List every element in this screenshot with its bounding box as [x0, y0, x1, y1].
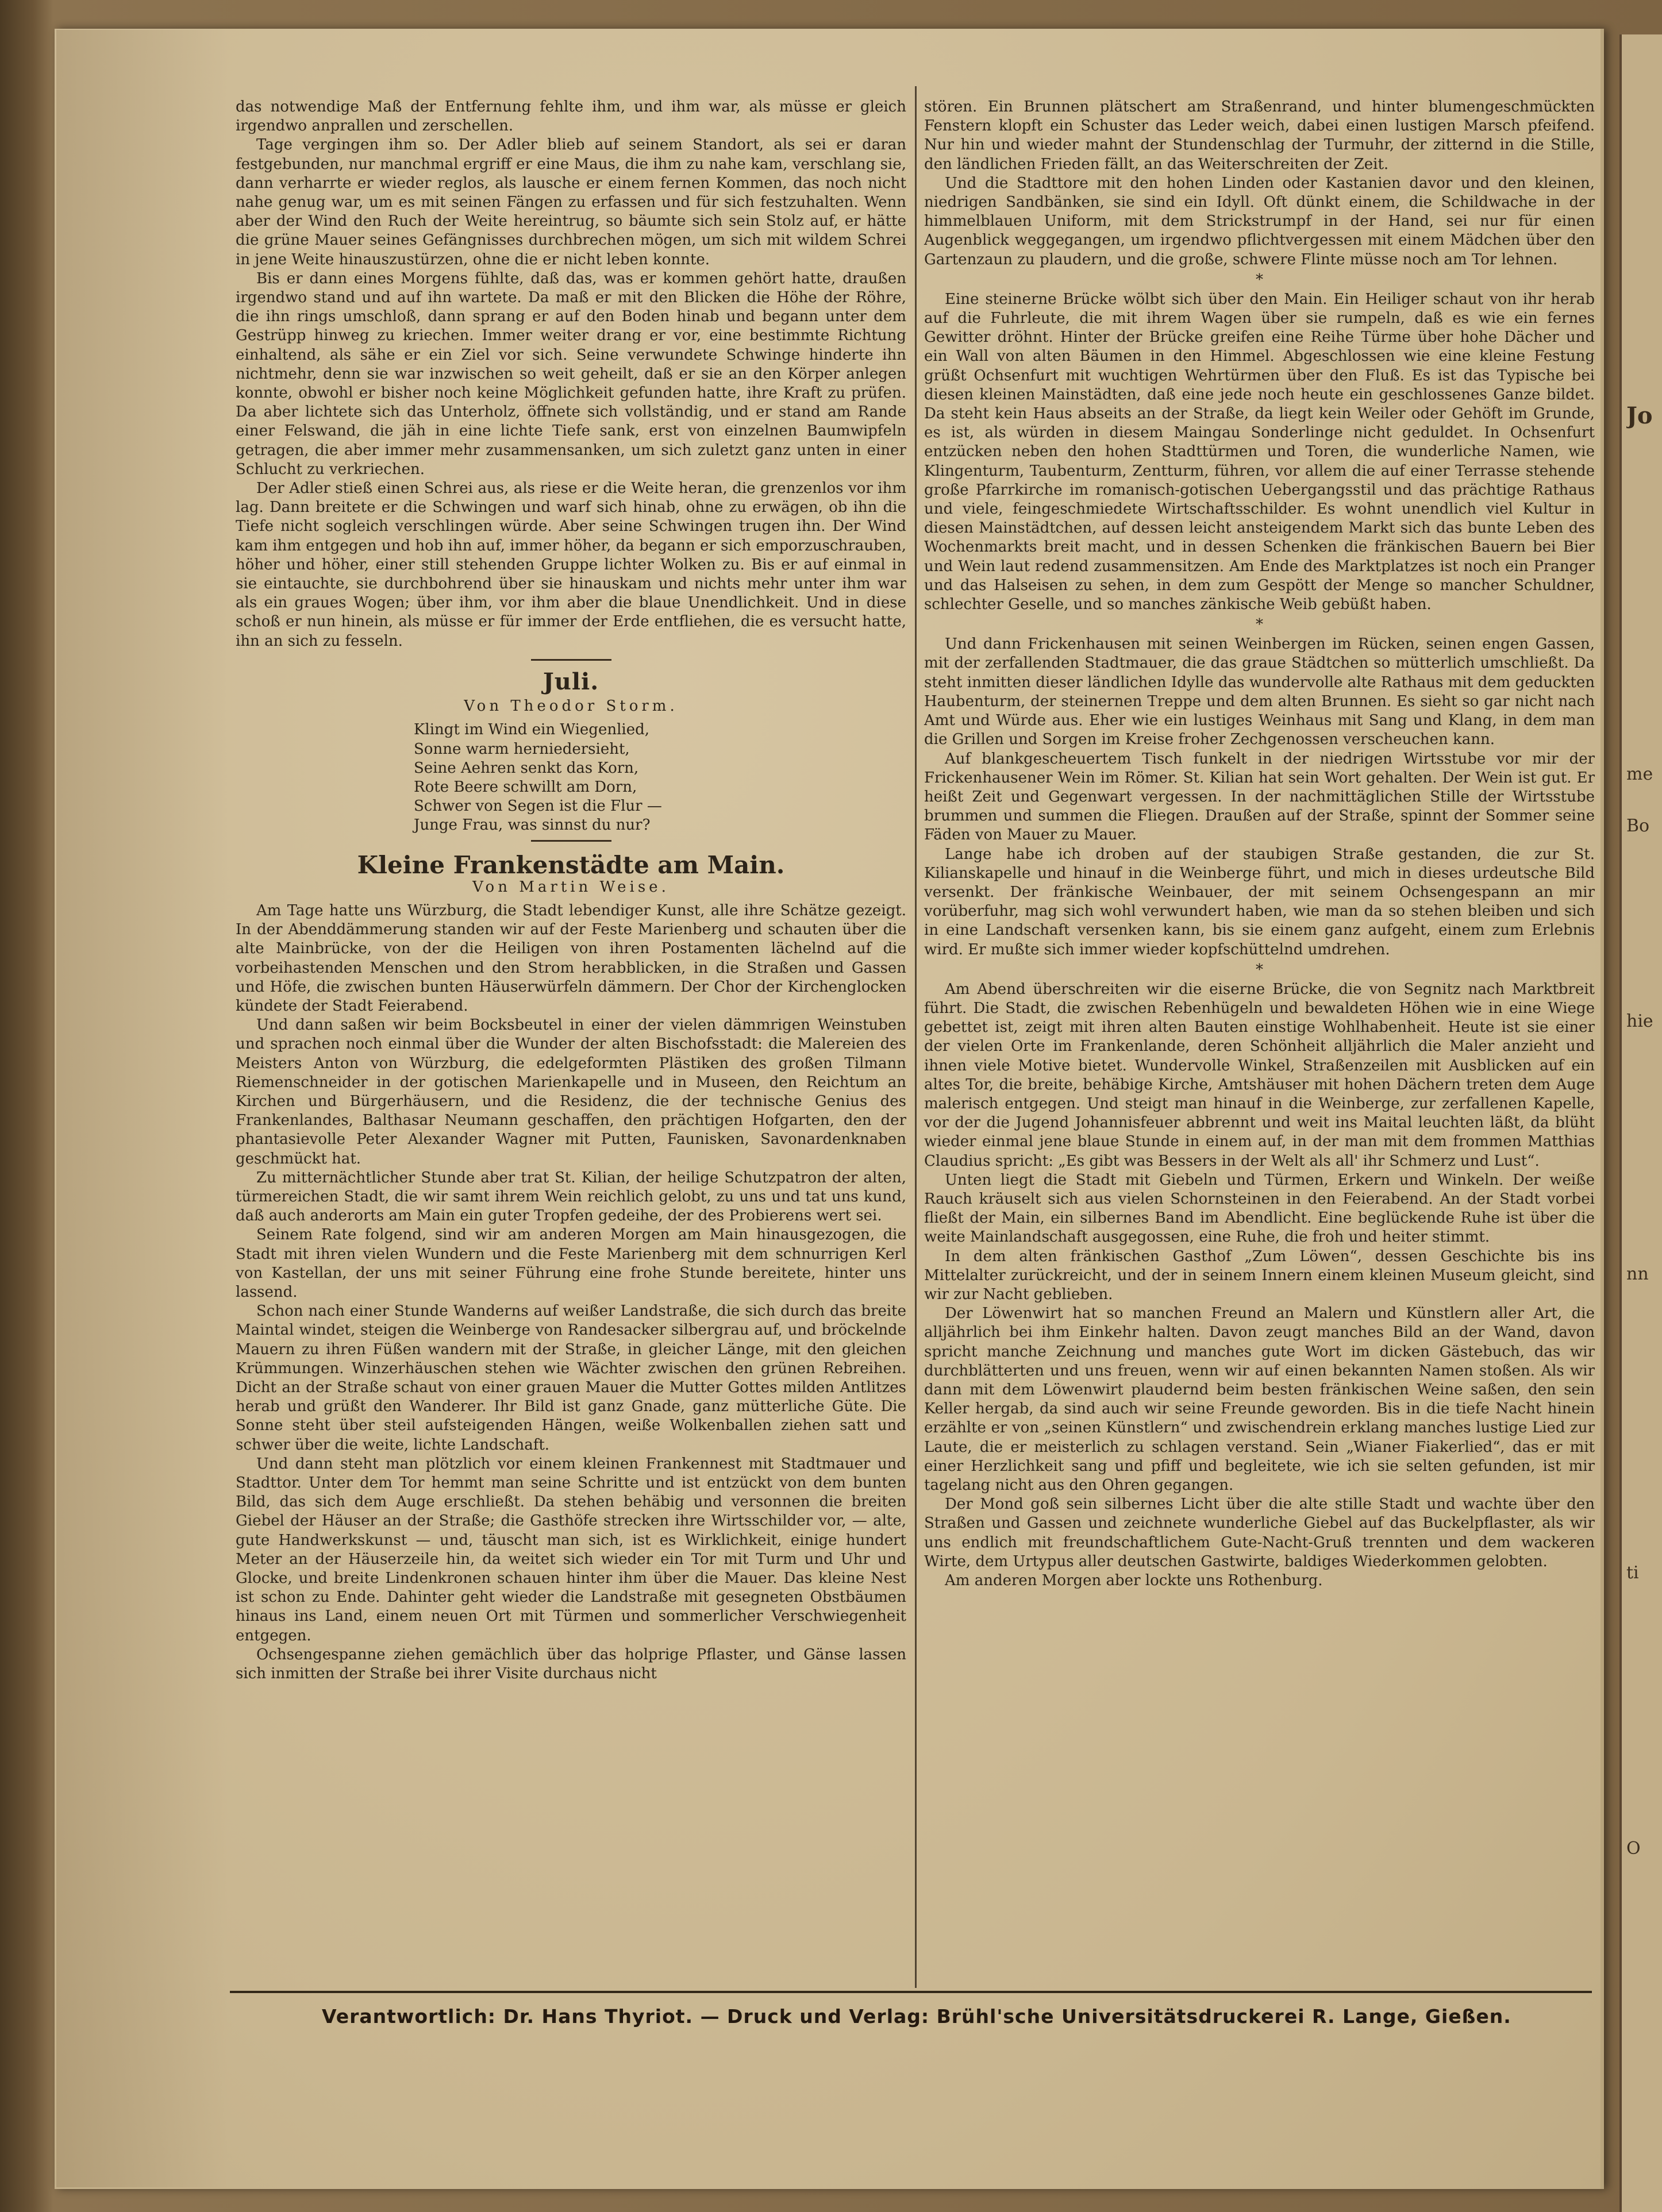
poem-line: Klingt im Wind ein Wiegenlied, — [414, 721, 650, 739]
section-divider — [531, 659, 611, 661]
edge-fragment: Bo — [1626, 816, 1650, 836]
section-divider — [531, 840, 611, 842]
article-paragraph: Schon nach einer Stunde Wanderns auf weißer Landstraße, die sich durch das breite Maintal windet, steigen die Weinberge von Randesacker silbergrau auf, und bröckelnde Mauern zu ihren Füßen wandern mit der Straße, in gleicher Länge, mit den gleichen Krümmungen. Winzerhäuschen stehen wie Wächter zwischen den grünen Rebreihen. Dicht an der Straße schaut von einer grauen Mauer die Mutter Gottes milden Antlitzes herab und grüßt den Wanderer. Ihr Bild ist ganz Gnade, ganz mütterliche Güte. Die Sonne steht über steil aufsteigenden Hängen, weiße Wolkenballen ziehen satt und schwer über die weite, lichte Landschaft. — [236, 1302, 906, 1454]
column-divider — [915, 86, 917, 1988]
right-column — [924, 98, 1595, 1590]
poem-byline: Von Theodor Storm. — [464, 697, 678, 715]
story-paragraph: Bis er dann eines Morgens fühlte, daß das, was er kommen gehört hatte, draußen irgendwo stand und auf ihn wartete. Da maß er mit den Blicken die Höhe der Röhre, die ihn rings umschloß, dann sprang er auf den Boden hinab und begann unter dem Gestrüpp hinweg zu kriechen. Immer weiter drang er vor, eine bestimmte Richtung einhaltend, als sähe er ein Ziel vor sich. Seine verwundete Schwinge hinderte ihn nichtmehr, denn sie war inzwischen so weit geheilt, daß er sie an den Körper anlegen konnte, obwohl er bisher noch keine Möglichkeit gefunden hatte, ihre Kraft zu prüfen. Da aber lichtete sich das Unterholz, öffnete sich vollständig, und er stand am Rande einer Felswand, die jäh in eine lichte Tiefe sank, erst von einzelnen Baumwipfeln getragen, die aber immer mehr zusammensanken, um sich zuletzt ganz unten in einer Schlucht zu verkriechen. — [236, 269, 906, 478]
article-paragraph: Am anderen Morgen aber lockte uns Rothenburg. — [945, 1572, 1323, 1590]
article-paragraph: Zu mitternächtlicher Stunde aber trat St. Kilian, der heilige Schutzpatron der alten, türmereichen Stadt, die wir samt ihrem Wein reichlich gelobt, zu uns und tat uns kund, daß auch anderorts am Main ein guter Tropfen gedeihe, der des Probierens wert sei. — [236, 1169, 906, 1225]
article-byline: Von Martin Weise. — [472, 878, 670, 896]
edge-fragment: nn — [1626, 1264, 1649, 1284]
edge-fragment: me — [1626, 764, 1653, 784]
paper-stain — [56, 30, 229, 2187]
article-paragraph: Der Löwenwirt hat so manchen Freund an Malern und Künstlern aller Art, die alljährlich bei ihm Einkehr halten. Davon zeugt manches Bild an der Wand, davon spricht manche Zeichnung und manches gute Wort im dicken Gästebuch, das wir durchblätterten und uns freuen, wenn wir auf einen bekannten Namen stoßen. Als wir dann mit dem Löwenwirt plaudernd beim besten fränkischen Weine saßen, den sein Keller hergab, da sind auch wir seine Freunde geworden. Bis in die tiefe Nacht hinein erzählte er von „seinen Künstlern“ und zwischendrein erklang manches lustige Lied zur Laute, die er meisterlich zu schlagen verstand. Sein „Wianer Fiakerlied“, das er mit einer Herzlichkeit sang und pfiff und begleitete, wie ich sie selten gefunden, ist mir tagelang nicht aus den Ohren gegangen. — [924, 1305, 1595, 1494]
edge-fragment: ti — [1626, 1563, 1639, 1583]
poem-line: Schwer von Segen ist die Flur — — [414, 797, 662, 815]
article-paragraph: Seinem Rate folgend, sind wir am anderen Morgen am Main hinausgezogen, die Stadt mit ihren vielen Wundern und die Feste Marienberg mit dem schnurrigen Kerl von Kastellan, der uns mit seiner Führung eine frohe Stunde bereitete, hinter uns lassend. — [236, 1226, 906, 1301]
story-paragraph: Der Adler stieß einen Schrei aus, als riese er die Weite heran, die grenzenlos vor ihm lag. Dann breitete er die Schwingen und warf sich hinab, ohne zu erwägen, ob ihn die Tiefe nicht sogleich verschlingen würde. Aber seine Schwingen trugen ihn. Der Wind kam ihm entgegen und hob ihn auf, immer höher, da begann er sich emporzuschrauben, höher und höher, einer still stehenden Gruppe lichter Wolken zu. Bis er auf einmal in sie eintauchte, sie durchbohrend über sie hinauskam und nichts mehr unter ihm war als ein graues Wogen; über ihm, vor ihm aber die blaue Unendlichkeit. Und in diese schoß er nun hinein, als müsse er für immer der Erde entfliehen, die es versucht hatte, ihn an sich zu fesseln. — [236, 480, 906, 650]
article-paragraph: Auf blankgescheuertem Tisch funkelt in der niedrigen Wirtsstube vor mir der Frickenhausener Wein im Römer. St. Kilian hat sein Wort gehalten. Der Wein ist gut. Er heißt Zeit und Gegenwart vergessen. In der nachmittäglichen Stille der Wirtsstube brummen und summen die Fliegen. Draußen auf der Straße, spinnt der Sommer seine Fäden von Mauer zu Mauer. — [924, 750, 1595, 844]
article-paragraph: Ochsengespanne ziehen gemächlich über das holprige Pflaster, und Gänse lassen sich inmitten der Straße bei ihrer Visite durchaus nicht — [236, 1645, 906, 1683]
article-paragraph: Und dann saßen wir beim Bocksbeutel in einer der vielen dämmrigen Weinstuben und sprachen noch einmal über die Wunder der alten Bischofsstadt: die Malereien des Meisters Anton von Würzburg, die edelgeformten Plästiken des großen Tilmann Riemenschneider in der gotischen Marienkapelle und in Museen, den Reichtum an Kirchen und Bürgerhäusern, und die Residenz, die der technische Genius des Frankenlandes, Balthasar Neumann geschaffen, den prächtigen Hofgarten, den der phantasievolle Peter Alexander Wagner mit Putten, Faunisken, Savonardenknaben geschmückt hat. — [236, 1016, 906, 1167]
article-paragraph: Unten liegt die Stadt mit Giebeln und Türmen, Erkern und Winkeln. Der weiße Rauch kräuselt sich aus vielen Schornsteinen in den Feierabend. An der Stadt vorbei fließt der Main, ein silbernes Band im Abendlicht. Eine beglückende Ruhe ist über die weite Mainlandschaft ausgegossen, eine Ruhe, die froh und heiter stimmt. — [924, 1171, 1595, 1246]
edge-fragment: O — [1626, 1839, 1641, 1859]
section-star: * — [1256, 961, 1263, 978]
poem-body — [236, 720, 906, 835]
article-paragraph: Am Tage hatte uns Würzburg, die Stadt lebendiger Kunst, alle ihre Schätze gezeigt. In der Abenddämmerung standen wir auf der Feste Marienberg und schauten über die alte Mainbrücke, von der die Heiligen von ihren Postamenten lächelnd auf die vorbeihastenden Menschen und den Strom herabblicken, in die Straßen und Gassen und Höfe, die zwischen bunten Häuserwürfeln dämmern. Der Chor der Kirchenglocken kündete der Stadt Feierabend. — [236, 901, 906, 1015]
section-star: * — [1256, 616, 1263, 634]
publisher-imprint: Verantwortlich: Dr. Hans Thyriot. — Druck und Verlag: Brühl'sche Universitätsdruckerei R. Lange, Gießen. — [322, 2005, 1511, 2028]
story-paragraph: Tage vergingen ihm so. Der Adler blieb auf seinem Standort, als sei er daran festgebunden, nur manchmal ergriff er eine Maus, die ihm zu nahe kam, verschlang sie, dann verharrte er wieder reglos, als lausche er einem fernen Kommen, das noch nicht nahe genug war, um es mit seinen Fängen zu erfassen und für sich festzuhalten. Wenn aber der Wind den Ruch der Weite hereintrug, so bäumte sich sein Stolz auf, er hätte die grüne Mauer seines Gefängnisses durchbrechen mögen, um sich mit wildem Schrei in jene Weite hinauszustürzen, ohne die er nicht leben konnte. — [236, 136, 906, 268]
poem-line: Sonne warm herniedersieht, — [414, 740, 630, 758]
article-paragraph: Und dann steht man plötzlich vor einem kleinen Frankennest mit Stadtmauer und Stadttor. Unter dem Tor hemmt man seine Schritte und ist entzückt von dem bunten Bild, das sich dem Auge erschließt. Da stehen behäbig und versonnen die breiten Giebel der Häuser an der Straße; die Gasthöfe strecken ihre Wirtsschilder vor, — alte, gute Handwerkskunst — und, täuscht man sich, ist es Wirklichkeit, einige hundert Meter an der Häuserzeile hin, da weitet sich wieder ein Tor mit Turm und Uhr und Glocke, und breite Lindenkronen schauen hinter ihm über die Mauer. Das kleine Nest ist schon zu Ende. Dahinter geht wieder die Landstraße mit gesegneten Obstbäumen hinaus ins Land, einem neuen Ort mit Türmen und sommerlicher Verschwiegenheit entgegen. — [236, 1455, 906, 1644]
edge-fragment: hie — [1626, 1011, 1653, 1031]
article-paragraph: Am Abend überschreiten wir die eiserne Brücke, die von Segnitz nach Marktbreit führt. Die Stadt, die zwischen Rebenhügeln und bewaldeten Höhen wie in eine Wiege gebettet ist, zeigt mit ihren alten Bauten einstige Wohlhabenheit. Heute ist sie einer der vielen Orte im Frankenlande, deren Schönheit alljährlich die Maler anzieht und ihnen viele Motive bietet. Wundervolle Winkel, Straßenzeilen mit Ausblicken auf ein altes Tor, die breite, behäbige Kirche, Amtshäuser mit hohen Dächern treten dem Auge malerisch entgegen. Und steigt man hinauf in die Weinberge, zur zerfallenen Kapelle, vor der die Jugend Johannisfeuer abbrennt und weit ins Maital leuchten läßt, da blüht wieder einmal jene blaue Stunde in einem auf, in der man mit dem frommen Matthias Claudius spricht: „Es gibt was Bessers in der Welt als all' ihr Schmerz und Lust“. — [924, 980, 1595, 1170]
article-paragraph: Und die Stadttore mit den hohen Linden oder Kastanien davor und den kleinen, niedrigen Sandbänken, sie sind ein Idyll. Oft dünkt einem, die Schildwache in der himmelblauen Uniform, mit dem Strickstrumpf in der Hand, sei nur für einen Augenblick weggegangen, um irgendwo pflichtvergessen mit einem Mädchen über den Gartenzaun zu plaudern, und die große, schwere Flinte müsse noch am Tor lehnen. — [924, 174, 1595, 268]
article-paragraph: Lange habe ich droben auf der staubigen Straße gestanden, die zur St. Kilianskapelle und hinauf in die Weinberge führt, und mich in dieses urdeutsche Bild versenkt. Der fränkische Weinbauer, der mit seinem Ochsengespann an mir vorüberfuhr, mag sich wohl verwundert haben, wie man da so stehen bleiben und sich in eine Landschaft versenken kann, bis sie einem ganz aufgeht, einem zum Erlebnis wird. Er mußte sich immer wieder kopfschüttelnd umdrehen. — [924, 845, 1595, 958]
poem-line: Rote Beere schwillt am Dorn, — [414, 778, 637, 796]
poem-line: Seine Aehren senkt das Korn, — [414, 759, 639, 777]
footer-rule — [230, 1991, 1592, 1993]
story-paragraph: das notwendige Maß der Entfernung fehlte ihm, und ihm war, als müsse er gleich irgendwo anprallen und zerschellen. — [236, 98, 906, 135]
section-star: * — [1256, 271, 1263, 288]
adjacent-page-text-fragments — [1626, 0, 1662, 2212]
article-paragraph: Eine steinerne Brücke wölbt sich über den Main. Ein Heiliger schaut von ihr herab auf die Fuhrleute, die mit ihrem Wagen über sie rumpeln, daß es wie ein fernes Gewitter dröhnt. Hinter der Brücke greifen eine Reihe Türme über hohe Dächer und ein Wall von alten Bäumen in den Himmel. Abgeschlossen wie eine kleine Festung grüßt Ochsenfurt mit wuchtigen Wehrtürmen über den Fluß. Es ist das Typische bei diesen kleinen Mainstädten, daß eine jede noch heute ein geschlossenes Ganze bildet. Da steht kein Haus abseits an der Straße, da liegt kein Weiler oder Gehöft im Grunde, es ist, als würden in diesem Maingau Sonderlinge nicht geduldet. In Ochsenfurt entzücken neben den hohen Stadttürmen und Toren, die wunderliche Namen, wie Klingenturm, Taubenturm, Zentturm, führen, vor allem die auf einer Terrasse stehende große Pfarrkirche im romanisch-gotischen Uebergangsstil und das prächtige Rathaus und viele, feingeschmiedete Wirtschaftsschilder. Es wohnt unendlich viel Kultur in diesen Mainstädtchen, auf dessen leicht ansteigendem Markt sich das bunte Leben des Wochenmarkts breit macht, und in dessen Schenken die fränkischen Bauern bei Bier und Wein laut redend zusammensitzen. Am Ende des Marktplatzes ist noch ein Pranger und das Halseisen zu sehen, in dem zum Gespött der Menge so mancher Schuldner, schlechter Geselle, und so manches zänkische Weib gebüßt haben. — [924, 290, 1595, 614]
article-paragraph: Der Mond goß sein silbernes Licht über die alte stille Stadt und wachte über den Straßen und Gassen und zeichnete wunderliche Giebel auf das Buckelpflaster, als wir uns endlich mit freundschaftlichem Gute-Nacht-Gruß trennten und dem wackeren Wirte, dem Urtypus aller deutschen Gastwirte, baldiges Wiederkommen gelobten. — [924, 1496, 1595, 1570]
article-paragraph: stören. Ein Brunnen plätschert am Straßenrand, und hinter blumengeschmückten Fenstern klopft ein Schuster das Leder weich, dabei einen lustigen Marsch pfeifend. Nur hin und wieder mahnt der Stundenschlag der Turmuhr, der zitternd in die Stille, den ländlichen Frieden fällt, an das Weiterschreiten der Zeit. — [924, 98, 1595, 173]
poem-line: Junge Frau, was sinnst du nur? — [414, 816, 651, 834]
left-column — [236, 98, 906, 1683]
edge-fragment: Jo — [1626, 402, 1653, 429]
article-paragraph: In dem alten fränkischen Gasthof „Zum Löwen“, dessen Geschichte bis ins Mittelalter zurückreicht, und der in seinem Innern einem kleinen Museum gleicht, sind wir zur Nacht geblieben. — [924, 1247, 1595, 1303]
poem-title: Juli. — [543, 668, 599, 695]
article-title: Kleine Frankenstädte am Main. — [357, 850, 785, 879]
article-paragraph: Und dann Frickenhausen mit seinen Weinbergen im Rücken, seinen engen Gassen, mit der zerfallenden Stadtmauer, die das graue Städtchen so mütterlich umschließt. Da steht inmitten dieser ländlichen Idylle das wundervolle alte Rathaus mit dem geduckten Haubenturm, der steinernen Treppe und dem alten Brunnen. Es sieht so gar nicht nach Amt und Würde aus. Eher wie ein lustiges Weinhaus mit Sang und Klang, in dem man die Grillen und Sorgen im Kreise froher Zechgenossen verscheuchen kann. — [924, 635, 1595, 749]
